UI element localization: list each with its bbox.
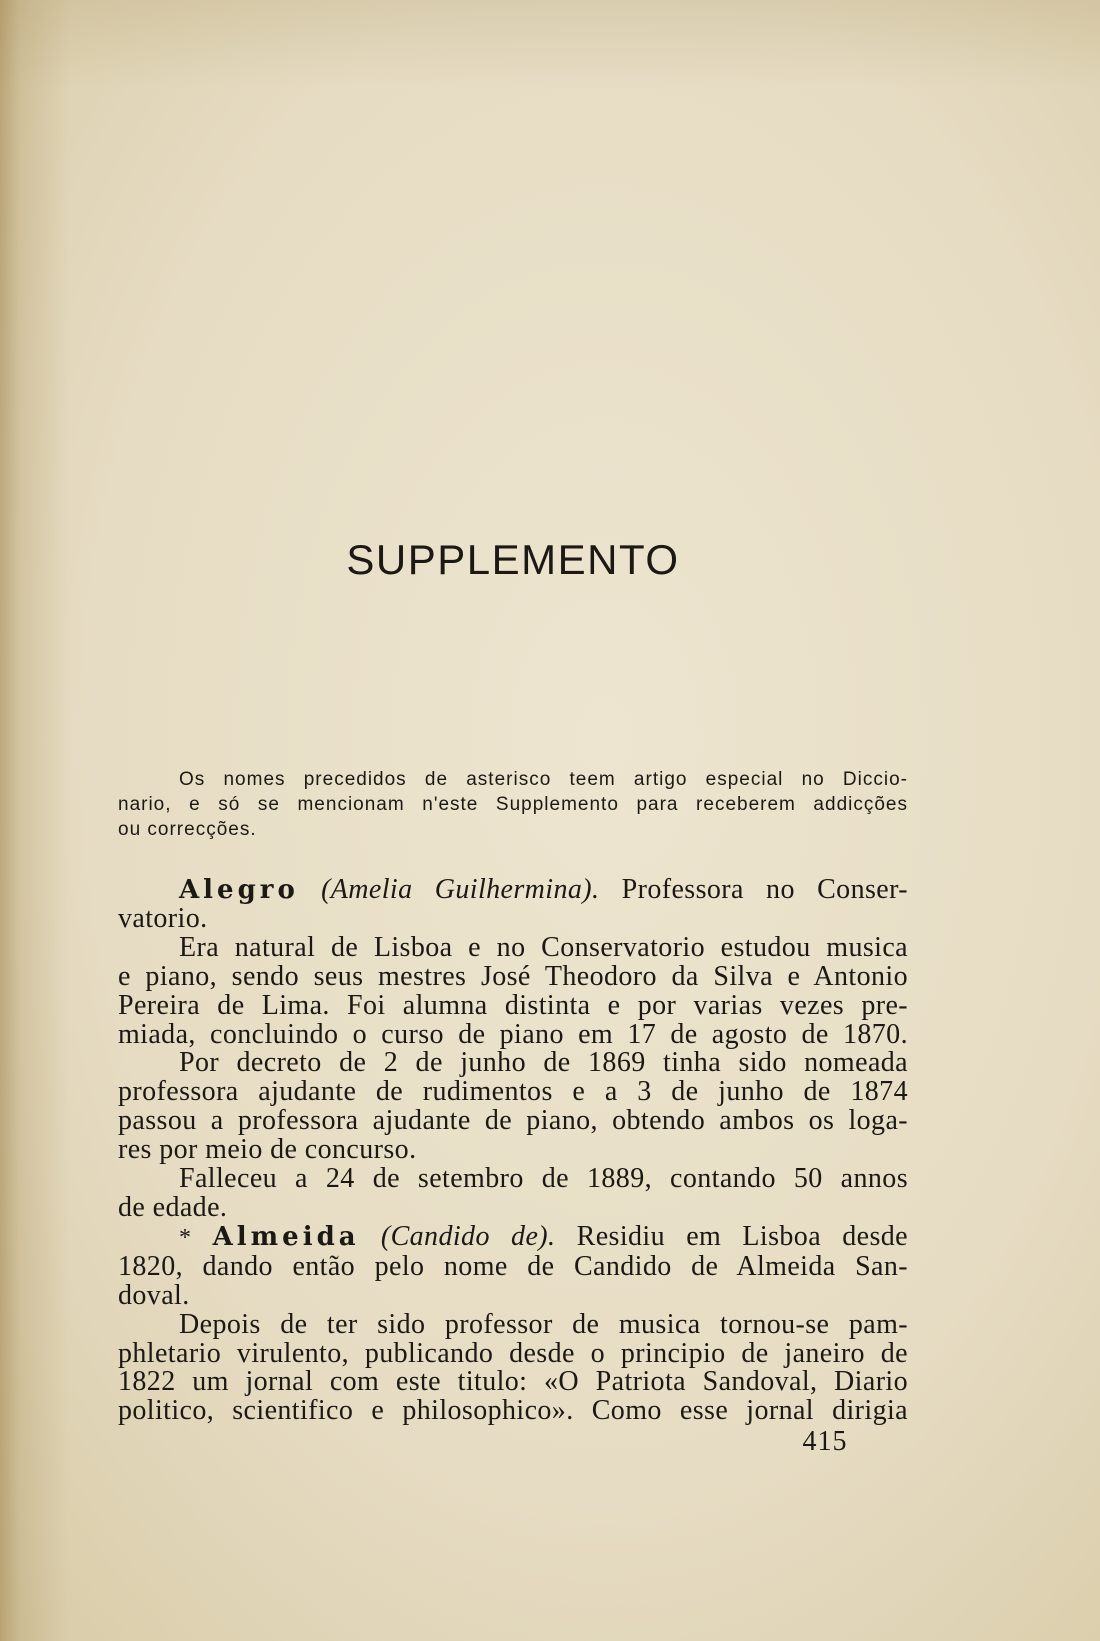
entry-qualifier: (Candido de).	[380, 1220, 556, 1252]
entry-lead-text: Residiu em Lisboa desde	[576, 1220, 908, 1252]
text-line: vatorio.	[118, 902, 208, 934]
text-line: res por meio de concurso.	[118, 1134, 417, 1166]
asterisk-marker: *	[179, 1224, 192, 1251]
entry-headword: Almeida	[212, 1221, 360, 1252]
text-line: professora ajudante de rudimentos e a 3 de junho de 1874	[118, 1076, 908, 1108]
text-line: doval.	[118, 1279, 190, 1311]
note-line: nario, e só se mencionam n'este Supplemento para receberem addicções	[118, 794, 908, 815]
text-line: 1820, dando então pelo nome de Candido de Almeida San-	[118, 1250, 908, 1282]
text-line: phletario virulento, publicando desde o principio de janeiro de	[118, 1337, 908, 1369]
text-line: Pereira de Lima. Foi alumna distinta e por varias vezes pre-	[118, 989, 908, 1021]
entry-qualifier: (Amelia Guilhermina).	[321, 874, 600, 905]
text-line: Depois de ter sido professor de musica tornou-se pam-	[179, 1308, 908, 1340]
body-text	[118, 876, 908, 1426]
text-line: passou a professora ajudante de piano, obtendo ambos os loga-	[118, 1105, 908, 1137]
page-number: 415	[802, 1426, 848, 1457]
text-line: Era natural de Lisboa e no Conservatorio estudou musica	[179, 931, 908, 963]
entry-headword: Alegro	[179, 875, 299, 905]
note-line: ou correcções.	[118, 819, 257, 840]
section-title: SUPPLEMENTO	[346, 536, 680, 583]
text-line: 1822 um jornal com este titulo: «O Patriota Sandoval, Diario	[118, 1366, 908, 1398]
text-line: politico, scientifico e philosophico». Como esse jornal dirigia	[118, 1395, 908, 1427]
note-line: Os nomes precedidos de asterisco teem artigo especial no Diccio-	[179, 769, 908, 790]
editorial-note	[118, 767, 908, 842]
text-line: Falleceu a 24 de setembro de 1889, contando 50 annos	[179, 1163, 908, 1195]
entry-head-line	[118, 1220, 908, 1253]
entry-lead-text: Professora no Conser-	[621, 874, 908, 905]
entry-head-line	[118, 876, 908, 905]
text-line: de edade.	[118, 1191, 228, 1223]
text-line: e piano, sendo seus mestres José Theodoro da Silva e Antonio	[118, 960, 908, 992]
text-line: miada, concluindo o curso de piano em 17 de agosto de 1870.	[118, 1018, 908, 1050]
text-line: Por decreto de 2 de junho de 1869 tinha sido nomeada	[179, 1047, 908, 1079]
